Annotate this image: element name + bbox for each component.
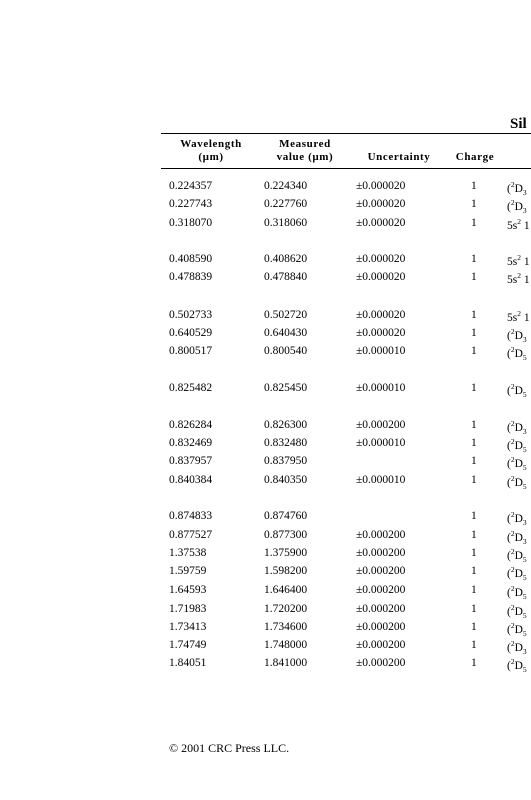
wavelength-cell: 1.37538 <box>169 547 207 559</box>
charge-cell: 1 <box>471 565 477 577</box>
charge-cell: 1 <box>471 529 477 541</box>
uncertainty-cell: ±0.000200 <box>356 621 406 633</box>
configuration-cell: ($^2D_5$ <box>507 584 527 601</box>
wavelength-cell: 1.74749 <box>169 639 207 651</box>
measured-value-cell: 1.841000 <box>264 657 308 669</box>
measured-value-cell: 0.224340 <box>264 180 308 192</box>
uncertainty-cell: ±0.000020 <box>356 327 406 339</box>
configuration-cell: ($^2D_5$ <box>507 345 527 362</box>
configuration-cell: ($^2D_5$ <box>507 437 527 454</box>
page-title: Sil <box>510 116 527 132</box>
measured-value-cell: 0.837950 <box>264 455 308 467</box>
table-row <box>0 309 531 325</box>
configuration-cell: ($^2D_3$ <box>507 529 527 546</box>
configuration-cell: ($^2D_5$ <box>507 455 527 472</box>
measured-value-cell: 0.800540 <box>264 345 308 357</box>
uncertainty-cell: ±0.000200 <box>356 547 406 559</box>
configuration-cell: ($^2D_3$ <box>507 180 527 197</box>
table-row <box>0 327 531 343</box>
wavelength-cell: 1.59759 <box>169 565 207 577</box>
table-row <box>0 565 531 581</box>
uncertainty-cell: ±0.000200 <box>356 584 406 596</box>
charge-cell: 1 <box>471 419 477 431</box>
uncertainty-cell: ±0.000020 <box>356 309 406 321</box>
charge-cell: 1 <box>471 217 477 229</box>
configuration-cell: ($^2D_5$ <box>507 603 527 620</box>
configuration-cell: ($^2D_5$ <box>507 382 527 399</box>
table-row <box>0 419 531 435</box>
configuration-cell: ($^2D_5$ <box>507 565 527 582</box>
charge-cell: 1 <box>471 437 477 449</box>
configuration-cell: ($^2D_3$ <box>507 419 527 436</box>
uncertainty-cell: ±0.000200 <box>356 565 406 577</box>
configuration-cell: ($^2D_5$ <box>507 621 527 638</box>
table-row <box>0 180 531 196</box>
measured-value-cell: 0.826300 <box>264 419 308 431</box>
measured-value-cell: 0.840350 <box>264 474 308 486</box>
table-row <box>0 382 531 398</box>
charge-cell: 1 <box>471 327 477 339</box>
wavelength-cell: 0.874833 <box>169 510 213 522</box>
charge-cell: 1 <box>471 621 477 633</box>
wavelength-cell: 0.825482 <box>169 382 213 394</box>
charge-cell: 1 <box>471 180 477 192</box>
charge-cell: 1 <box>471 271 477 283</box>
wavelength-cell: 1.73413 <box>169 621 207 633</box>
measured-value-cell: 0.478840 <box>264 271 308 283</box>
configuration-cell: $5s^2$ 1 <box>507 309 530 324</box>
measured-header <box>264 138 346 164</box>
measured-value-cell: 0.832480 <box>264 437 308 449</box>
table-row <box>0 455 531 471</box>
wavelength-cell: 0.478839 <box>169 271 213 283</box>
wavelength-cell: 0.408590 <box>169 253 213 265</box>
table-row <box>0 198 531 214</box>
measured-value-cell: 1.748000 <box>264 639 308 651</box>
charge-header <box>448 151 502 164</box>
wavelength-cell: 0.826284 <box>169 419 213 431</box>
uncertainty-header-label: Uncertainty <box>367 151 431 163</box>
uncertainty-cell: ±0.000200 <box>356 529 406 541</box>
measured-value-cell: 0.877300 <box>264 529 308 541</box>
table-row <box>0 529 531 545</box>
charge-cell: 1 <box>471 198 477 210</box>
wavelength-cell: 0.224357 <box>169 180 213 192</box>
measured-value-cell: 1.646400 <box>264 584 308 596</box>
wavelength-cell: 0.502733 <box>169 309 213 321</box>
configuration-cell: ($^2D_3$ <box>507 639 527 656</box>
wavelength-cell: 1.64593 <box>169 584 207 596</box>
table-row <box>0 271 531 287</box>
wavelength-header-line1: Wavelength <box>180 138 242 150</box>
uncertainty-cell: ±0.000200 <box>356 657 406 669</box>
measured-value-cell: 0.318060 <box>264 217 308 229</box>
wavelength-cell: 0.318070 <box>169 217 213 229</box>
uncertainty-cell: ±0.000020 <box>356 217 406 229</box>
uncertainty-cell: ±0.000200 <box>356 639 406 651</box>
charge-cell: 1 <box>471 455 477 467</box>
configuration-cell: ($^2D_3$ <box>507 327 527 344</box>
wavelength-cell: 0.227743 <box>169 198 213 210</box>
configuration-cell: ($^2D_5$ <box>507 474 527 491</box>
configuration-cell: ($^2D_5$ <box>507 657 527 674</box>
uncertainty-cell: ±0.000010 <box>356 437 406 449</box>
table-row <box>0 547 531 563</box>
wavelength-cell: 0.837957 <box>169 455 213 467</box>
copyright-notice: © 2001 CRC Press LLC. <box>169 741 290 755</box>
table-header-rule <box>161 168 531 169</box>
configuration-cell: ($^2D_5$ <box>507 547 527 564</box>
wavelength-header <box>166 138 256 164</box>
table-row <box>0 474 531 490</box>
charge-cell: 1 <box>471 345 477 357</box>
charge-cell: 1 <box>471 547 477 559</box>
measured-value-cell: 1.375900 <box>264 547 308 559</box>
charge-cell: 1 <box>471 474 477 486</box>
wavelength-cell: 0.640529 <box>169 327 213 339</box>
charge-cell: 1 <box>471 382 477 394</box>
wavelength-cell: 0.840384 <box>169 474 213 486</box>
measured-value-cell: 1.598200 <box>264 565 308 577</box>
uncertainty-cell: ±0.000200 <box>356 419 406 431</box>
configuration-cell: $5s^2$ 1 <box>507 253 530 268</box>
uncertainty-cell: ±0.000010 <box>356 474 406 486</box>
uncertainty-cell: ±0.000010 <box>356 382 406 394</box>
wavelength-cell: 1.84051 <box>169 657 207 669</box>
measured-value-cell: 0.640430 <box>264 327 308 339</box>
uncertainty-cell: ±0.000020 <box>356 253 406 265</box>
measured-value-cell: 0.227760 <box>264 198 308 210</box>
table-row <box>0 584 531 600</box>
table-row <box>0 437 531 453</box>
table-top-rule <box>161 133 531 134</box>
table-row <box>0 657 531 673</box>
uncertainty-cell: ±0.000010 <box>356 345 406 357</box>
uncertainty-header <box>356 151 442 164</box>
charge-cell: 1 <box>471 309 477 321</box>
table-row <box>0 603 531 619</box>
wavelength-cell: 0.832469 <box>169 437 213 449</box>
measured-header-line1: Measured <box>279 138 331 150</box>
table-row <box>0 621 531 637</box>
wavelength-cell: 0.877527 <box>169 529 213 541</box>
measured-header-line2: value (µm) <box>276 151 334 163</box>
table-row <box>0 345 531 361</box>
table-row <box>0 510 531 526</box>
uncertainty-cell: ±0.000200 <box>356 603 406 615</box>
measured-value-cell: 1.734600 <box>264 621 308 633</box>
uncertainty-cell: ±0.000020 <box>356 180 406 192</box>
table-row <box>0 217 531 233</box>
measured-value-cell: 0.874760 <box>264 510 308 522</box>
uncertainty-cell: ±0.000020 <box>356 271 406 283</box>
charge-cell: 1 <box>471 510 477 522</box>
wavelength-cell: 1.71983 <box>169 603 207 615</box>
configuration-cell: $5s^2$ 1 <box>507 271 530 286</box>
table-row <box>0 253 531 269</box>
charge-cell: 1 <box>471 253 477 265</box>
wavelength-header-line2: (µm) <box>198 151 224 163</box>
charge-cell: 1 <box>471 639 477 651</box>
uncertainty-cell: ±0.000020 <box>356 198 406 210</box>
configuration-cell: ($^2D_3$ <box>507 510 527 527</box>
measured-value-cell: 1.720200 <box>264 603 308 615</box>
charge-header-label: Charge <box>455 151 495 163</box>
measured-value-cell: 0.408620 <box>264 253 308 265</box>
charge-cell: 1 <box>471 657 477 669</box>
measured-value-cell: 0.825450 <box>264 382 308 394</box>
table-row <box>0 639 531 655</box>
measured-value-cell: 0.502720 <box>264 309 308 321</box>
wavelength-cell: 0.800517 <box>169 345 213 357</box>
charge-cell: 1 <box>471 584 477 596</box>
configuration-cell: $5s^2$ 1 <box>507 217 530 232</box>
configuration-cell: ($^2D_3$ <box>507 198 527 215</box>
charge-cell: 1 <box>471 603 477 615</box>
